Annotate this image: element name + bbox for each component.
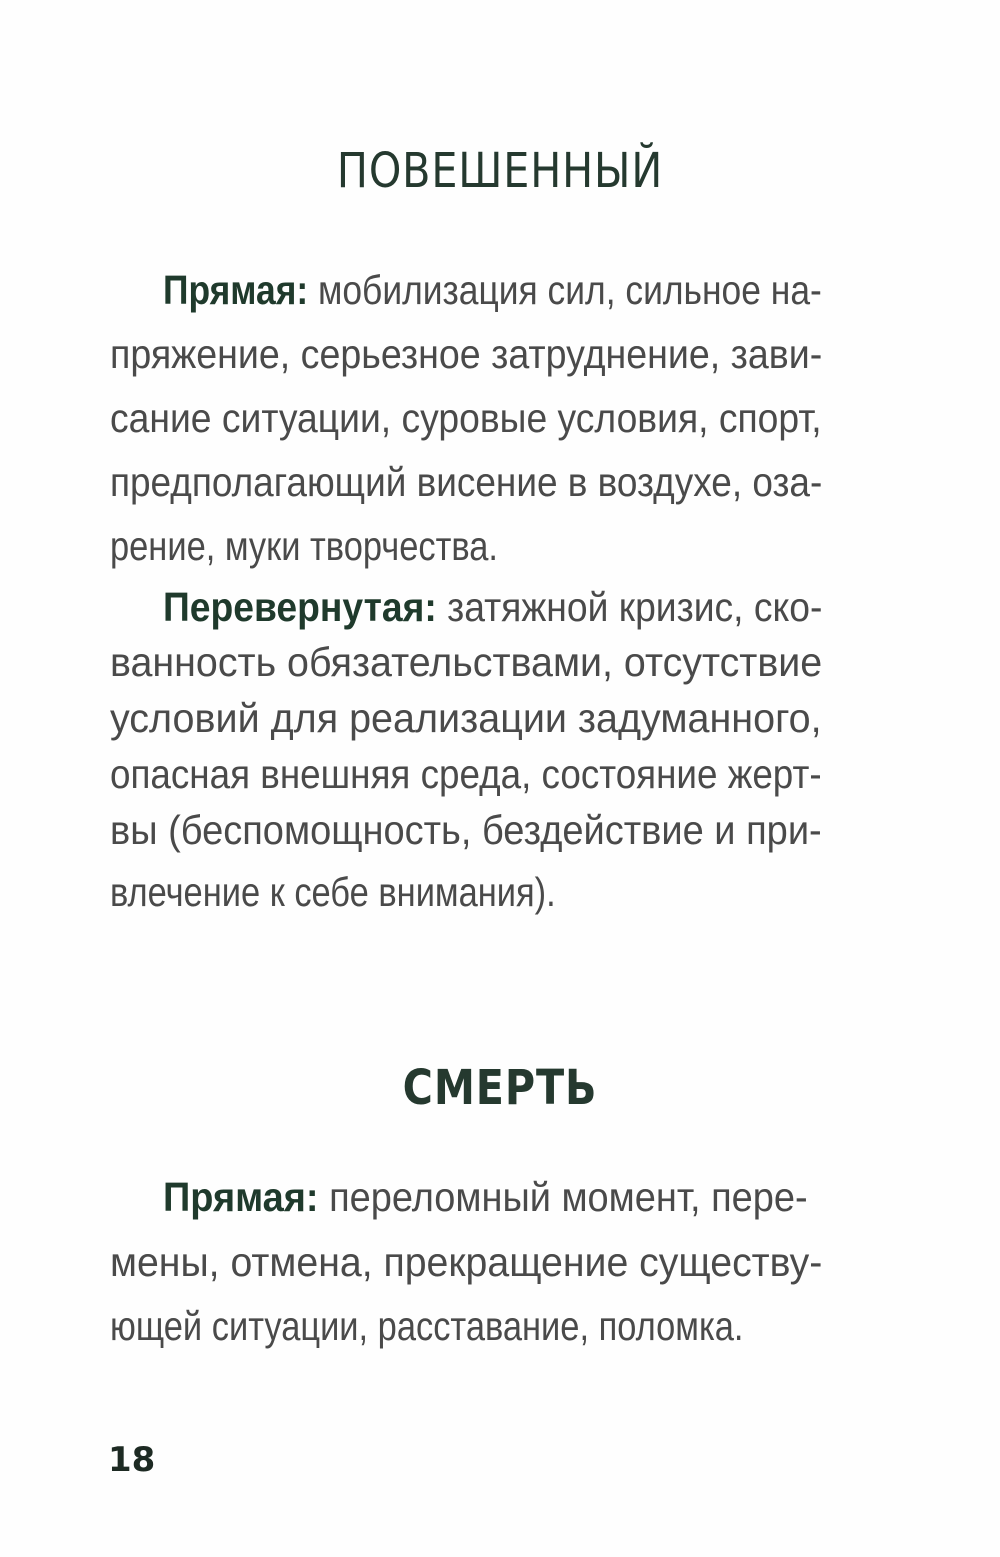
paragraph-line: опасная внешняя среда, состояние жерт- (110, 751, 822, 797)
paragraph-line: мены, отмена, прекращение существу- (110, 1239, 823, 1285)
paragraph-line (163, 258, 822, 322)
paragraph-line: условий для реализации задуманного, (110, 695, 822, 741)
upright-label: Прямая: (163, 267, 309, 313)
paragraph-line: влечение к себе внимания). (110, 869, 556, 915)
reversed-label: Перевернутая: (163, 584, 437, 630)
section-title-death: СМЕРТЬ (402, 1060, 598, 1116)
paragraph-line: предполагающий висение в воздухе, оза- (110, 459, 823, 505)
section-title-hanged-man: ПОВЕШЕННЫЙ (336, 143, 664, 199)
line-text: переломный момент, пере- (318, 1174, 808, 1220)
page-number: 18 (108, 1440, 156, 1480)
paragraph-line (163, 1165, 822, 1229)
upright-label: Прямая: (163, 1174, 319, 1220)
paragraph-line: вы (беспомощность, бездействие и при- (110, 807, 822, 853)
line-text: затяжной кризис, ско- (436, 584, 823, 630)
paragraph-line: пряжение, серьезное затруднение, зави- (110, 331, 823, 377)
paragraph-line: сание ситуации, суровые условия, спорт, (110, 395, 822, 441)
paragraph-line: ющей ситуации, расставание, поломка. (110, 1303, 744, 1349)
line-text: мобилизация сил, сильное на- (308, 267, 822, 313)
paragraph-line: ванность обязательствами, отсутствие (110, 639, 823, 685)
paragraph-line: рение, муки творчества. (110, 523, 498, 569)
